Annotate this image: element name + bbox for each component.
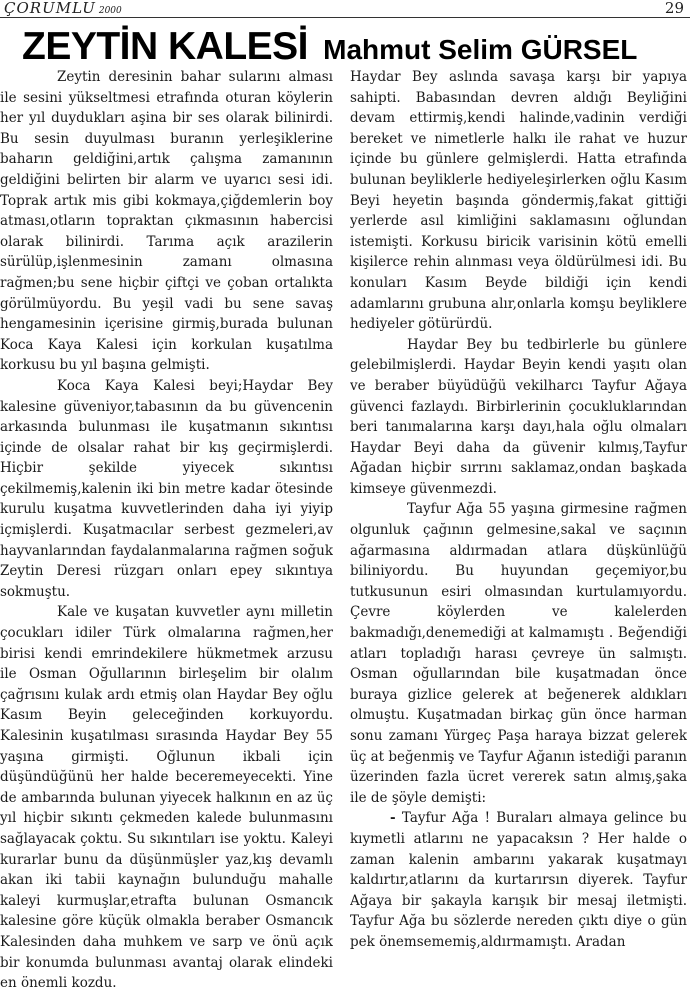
paragraph: Haydar Bey bu tedbirlerle bu günlere gelebilmişlerdi. Haydar Beyin kendi yaşıtı olan ve beraber büyüdüğü vekilharcı Tayfur Ağaya güvenci fazlaydı. Birbirlerinin çocukluklarından beri tanımalarına karşı dayı,hala oğlu olmaları Haydar Beyi daha da güvenir kılmış,Tayfur Ağadan hiçbir sırrını saklamaz,ondan başkada kimseye güvenmezdi. [350,336,687,497]
paragraph: Kale ve kuşatan kuvvetler aynı milletin çocukları idiler Türk olmalarına rağmen,her birisi kendi emrindekilere hükmetmek arzusu ile Osman Oğullarının birleşelim bir olalım çağrısını kulak ardı etmiş olan Haydar Bey oğlu Kasım Beyin geleceğinden korkuyordu. Kalesinin kuşatılması sırasında Haydar Bey 55 yaşına girmişti. Oğlunun ikbali için düşündüğünü her halde beceremeyecekti. Yine de ambarında bulunan yiyecek halkının en az üç yıl hiçbir sıkıntı çekmeden kalede bulunmasını sağlayacak çoktu. Su sıkıntıları ise yoktu. Kaleyi kurarlar bunu da düşünmüşler yaz,kış devamlı akan iki tabii kaynağın bulunduğu mahalle kaleyi kurmuşlar,etrafta bulunan Osmancık kalesine göre küçük olmakla beraber Osmancık Kalesinden daha muhkem ve sarp ve önü açık bir konumda bulunması avantaj olarak elindeki en önemli kozdu. [0,604,333,992]
article-author: Mahmut Selim GÜRSEL [323,34,638,65]
header-divider [0,17,690,18]
left-column [0,67,333,1002]
page-header [0,0,690,18]
dialogue-paragraph [350,808,687,952]
publication-year: 2000 [98,6,122,16]
article-title: ZEYTİN KALESİ [22,25,309,68]
dialogue-dash: - [390,810,396,827]
paragraph: Zeytin deresinin bahar sularını alması ile sesini yükseltmesi etrafında oturan köylerin her yıl duydukları aşina bir ses olarak bilinirdi. Bu sesin duyulması buranın yerleşiklerine baharın geldiğini,artık çalışma zamanının geldiğini belirten bir alarm ve uyarıcı sesi idi. Toprak artık mis gibi kokmaya,çiğdemlerin boy atması,otların topraktan çıkmasının habercisi olarak bilinirdi. Tarıma açık arazilerin sürülüp,işlenmesinin zamanı olmasına rağmen;bu sene hiçbir çiftçi ve çoban ortalıkta görülmüyordu. Bu yeşil vadi bu sene savaş hengamesinin içerisine girmiş,burada bulunan Koca Kaya Kalesi için korkulan kuşatılma korkusu bu yıl başına gelmişti. [0,69,333,374]
page-number: 29 [664,0,684,17]
paragraph: Koca Kaya Kalesi beyi;Haydar Bey kalesine güveniyor,tabasının da bu güvencenin arkasında bulunması ile kuşatmanın sıkıntısı içinde de olsalar rahat bir kış geçirmişlerdi. Hiçbir şekilde yiyecek sıkıntısı çekilmemiş,kalenin iki bin metre kadar ötesinde kurulu kuşatma kuvvetlerinden daha iyi yiyip içmişlerdi. Kuşatmacılar serbest gezmeleri,av hayvanlarından faydalanmalarına rağmen soğuk Zeytin Deresi rüzgarı onları epey sıkıntıya sokmuştu. [0,377,333,600]
paragraph-continued: Haydar Bey aslında savaşa karşı bir yapıya sahipti. Babasından devren aldığı Beyliğini devam ettirmiş,kendi halinde,vadinin verdiği bereket ve nimetlerle halkı ile rahat ve huzur içinde bu günlere gelmişlerdi. Hatta etrafında bulunan beyliklerle hediyeleşirlerken oğlu Kasım Beyi heyetin başında göndermiş,fakat gittiği yerlerde asıl kimliğini saklamasını oğlundan istemişti. Korkusu biricik varisinin kötü emelli kişilerce rehin alınması veya öldürülmesi idi. Bu konuları Kasım Beyde bildiği için kendi adamlarını grubuna alır,onlarla komşu beyliklere hediyeler götürürdü. [350,69,687,333]
dialogue-text: Tayfur Ağa ! Buraları almaya gelince bu kıymetli atlarını ne yapacaksın ? Her halde o zaman kalenin ambarını yakarak kuşatmayı kaldırtır,atlarını da kurtarırsın diyerek. Tayfur Ağaya bir şakayla karışık bir mesaj iletmişti. Tayfur Ağa bu sözlerde nereden çıktı diye o gün pek önemsememiş,aldırmamıştı. Aradan [350,810,687,950]
right-column [350,67,687,1002]
publication-name: ÇORUMLU 2000 [4,0,122,17]
paragraph: Tayfur Ağa 55 yaşına girmesine rağmen olgunluk çağının gelmesine,sakal ve saçının ağarmasına aldırmadan atlara düşkünlüğü biliniyordu. Bu huyundan geçemiyor,bu tutkusunun esiri olmasından kurtulamıyordu. Çevre köylerden ve kalelerden bakmadığı,denemediği at kalmamıştı . Beğendiği atları topladığı harası çevreye ün salmıştı. Osman oğullarından bile kuşatmadan önce buraya gizlice gelerek at beğenerek aldıkları olmuştu. Kuşatmadan birkaç gün önce harman sonu zamanı Yürgeç Paşa haraya bizzat gelerek üç at beğenmiş ve Tayfur Ağanın istediği paranın üzerinden fazla ücret vererek satın almış,şaka ile de şöyle demişti: [350,501,687,806]
